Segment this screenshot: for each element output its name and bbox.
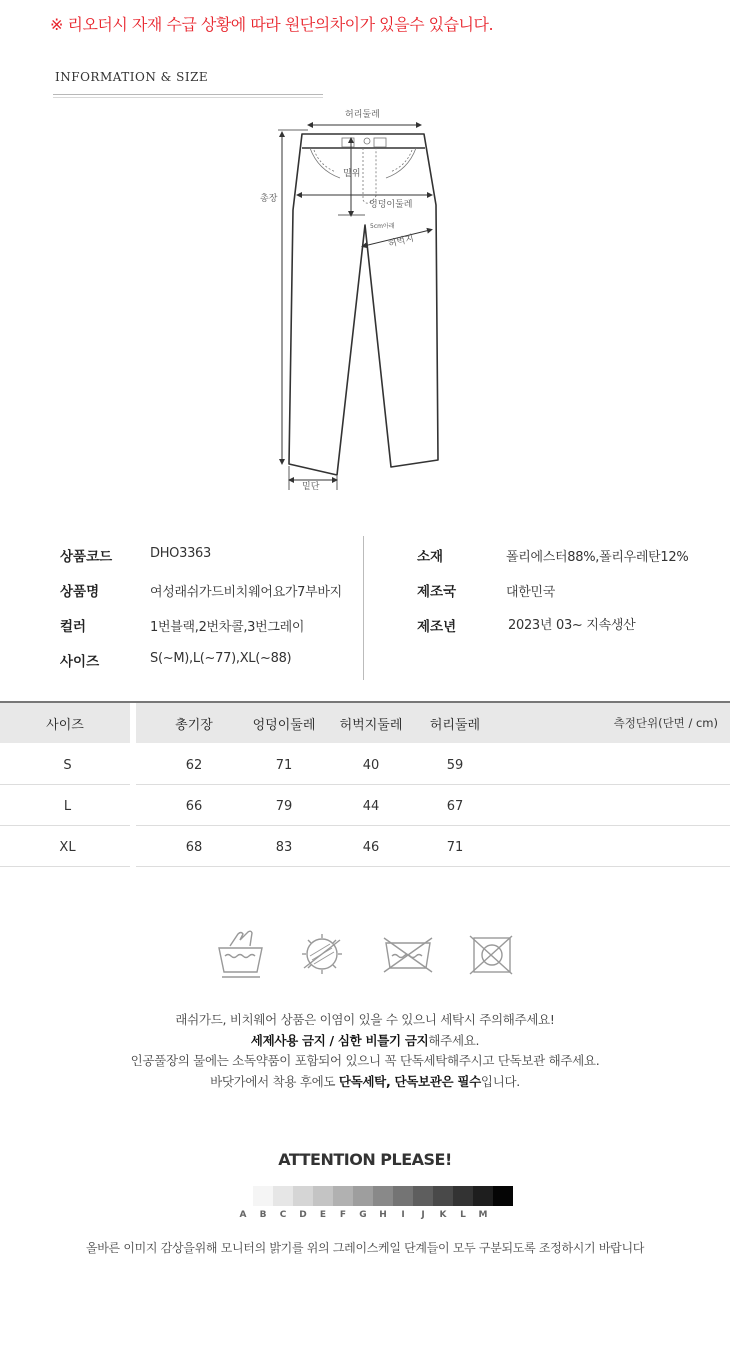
label-thigh: 허벅지 xyxy=(387,233,416,250)
care-text-line4-bold: 단독세탁, 단독보관은 필수 xyxy=(338,1074,481,1089)
table-cell: 59 xyxy=(446,757,464,773)
info-key-name: 상품명 xyxy=(60,584,100,600)
care-text-line4 xyxy=(0,1072,730,1090)
size-table-header-waist: 허리둘레 xyxy=(429,717,481,733)
grayscale-swatch xyxy=(333,1186,353,1206)
label-waist: 허리둘레 xyxy=(345,110,380,120)
no-tumble-dry-icon xyxy=(302,934,342,974)
size-table-header-size: 사이즈 xyxy=(0,703,130,743)
grayscale-label: C xyxy=(279,1210,287,1220)
attention-title: ATTENTION PLEASE! xyxy=(278,1150,452,1169)
info-value-country: 대한민국 xyxy=(506,585,556,600)
grayscale-swatch xyxy=(393,1186,413,1206)
grayscale-label: B xyxy=(259,1210,267,1220)
table-cell-size: S xyxy=(63,757,72,773)
table-cell-size: XL xyxy=(59,839,76,855)
grayscale-swatch xyxy=(273,1186,293,1206)
label-rise: 밑위 xyxy=(343,169,361,179)
grayscale-label: F xyxy=(339,1210,347,1220)
care-text-line2-bold: 세제사용 금지 / 심한 비틀기 금지 xyxy=(250,1033,429,1048)
care-text-line4-post: 입니다. xyxy=(480,1074,520,1089)
size-table-header-thigh: 허벅지둘레 xyxy=(339,717,403,733)
table-row-divider xyxy=(0,866,130,867)
care-text-line3: 인공풀장의 물에는 소독약품이 포함되어 있으니 꼭 단독세탁해주시고 단독보관 해주세요. xyxy=(130,1053,600,1068)
size-table-unit-note: 측정단위(단면 / cm) xyxy=(613,716,718,730)
grayscale-swatch xyxy=(313,1186,333,1206)
grayscale-label: M xyxy=(478,1210,488,1220)
table-cell: 67 xyxy=(446,798,464,814)
info-key-color: 컬러 xyxy=(60,619,87,635)
grayscale-swatch xyxy=(253,1186,273,1206)
care-icons xyxy=(215,930,515,980)
info-value-code: DHO3363 xyxy=(150,546,212,561)
table-cell: 46 xyxy=(362,839,380,855)
info-key-year: 제조년 xyxy=(417,619,457,635)
care-text-line4-pre: 바닷가에서 착용 후에도 xyxy=(210,1074,339,1089)
table-cell-size: L xyxy=(63,798,72,814)
no-bleach-icon xyxy=(384,938,432,972)
grayscale-labels xyxy=(233,1210,493,1220)
grayscale-swatch xyxy=(493,1186,513,1206)
table-cell: 71 xyxy=(275,757,293,773)
table-row-divider xyxy=(136,784,730,785)
info-key-code: 상품코드 xyxy=(60,549,113,565)
grayscale-swatch xyxy=(373,1186,393,1206)
info-value-material: 폴리에스터88%,폴리우레탄12% xyxy=(506,550,689,565)
grayscale-swatches xyxy=(253,1186,513,1206)
table-cell: 83 xyxy=(275,839,293,855)
care-text-line1: 래쉬가드, 비치웨어 상품은 이염이 있을 수 있으니 세탁시 주의해주세요! xyxy=(175,1012,555,1027)
grayscale-label: G xyxy=(359,1210,367,1220)
table-cell: 66 xyxy=(185,798,203,814)
grayscale-label: H xyxy=(379,1210,387,1220)
size-table-header-length: 총기장 xyxy=(175,717,213,733)
pants-measurement-diagram xyxy=(250,104,470,496)
table-row-divider xyxy=(0,784,130,785)
grayscale-note: 올바른 이미지 감상을위해 모니터의 밝기를 위의 그레이스케일 단계들이 모두 구분되도록 조정하시기 바랍니다 xyxy=(85,1241,645,1255)
grayscale-swatch xyxy=(453,1186,473,1206)
grayscale-label: A xyxy=(239,1210,247,1220)
table-cell: 40 xyxy=(362,757,380,773)
care-text-line2 xyxy=(0,1031,730,1049)
label-length: 총장 xyxy=(260,194,278,204)
info-key-country: 제조국 xyxy=(417,584,457,600)
info-divider xyxy=(363,536,364,680)
section-divider xyxy=(53,94,323,95)
table-cell: 44 xyxy=(362,798,380,814)
grayscale-swatch xyxy=(413,1186,433,1206)
table-row-divider xyxy=(0,825,130,826)
grayscale-label: K xyxy=(439,1210,447,1220)
pants-outline xyxy=(289,134,438,475)
hand-wash-icon xyxy=(219,931,262,977)
grayscale-label: J xyxy=(421,1210,425,1220)
table-cell: 68 xyxy=(185,839,203,855)
grayscale-swatch xyxy=(293,1186,313,1206)
grayscale-swatch xyxy=(473,1186,493,1206)
reorder-notice: ※ 리오더시 자재 수급 상황에 따라 원단의차이가 있을수 있습니다. xyxy=(50,15,494,34)
table-cell: 62 xyxy=(185,757,203,773)
table-cell: 79 xyxy=(275,798,293,814)
info-value-name: 여성래쉬가드비치웨어요가7부바지 xyxy=(150,585,342,600)
table-row-divider xyxy=(136,866,730,867)
info-key-material: 소재 xyxy=(417,549,444,565)
label-hem: 밑단 xyxy=(302,482,320,492)
grayscale-label: D xyxy=(299,1210,307,1220)
info-key-size: 사이즈 xyxy=(60,654,100,670)
section-title: INFORMATION & SIZE xyxy=(55,70,209,84)
grayscale-label: I xyxy=(401,1210,405,1220)
size-table-header-hip: 엉덩이둘레 xyxy=(252,717,316,733)
no-dry-clean-icon xyxy=(470,936,512,974)
grayscale-swatch xyxy=(353,1186,373,1206)
info-value-color: 1번블랙,2번차콜,3번그레이 xyxy=(150,620,305,635)
grayscale-label: L xyxy=(460,1210,466,1220)
label-hip: 엉덩이둘레 xyxy=(369,200,413,210)
care-text-line2-rest: 해주세요. xyxy=(428,1033,480,1048)
label-thigh-note: 5cm아래 xyxy=(370,223,395,230)
grayscale-swatch xyxy=(433,1186,453,1206)
info-value-size: S(~M),L(~77),XL(~88) xyxy=(150,651,292,666)
grayscale-label: E xyxy=(319,1210,327,1220)
section-divider-secondary xyxy=(53,97,323,98)
table-cell: 71 xyxy=(446,839,464,855)
info-value-year: 2023년 03~ 지속생산 xyxy=(508,618,636,633)
table-row-divider xyxy=(136,825,730,826)
